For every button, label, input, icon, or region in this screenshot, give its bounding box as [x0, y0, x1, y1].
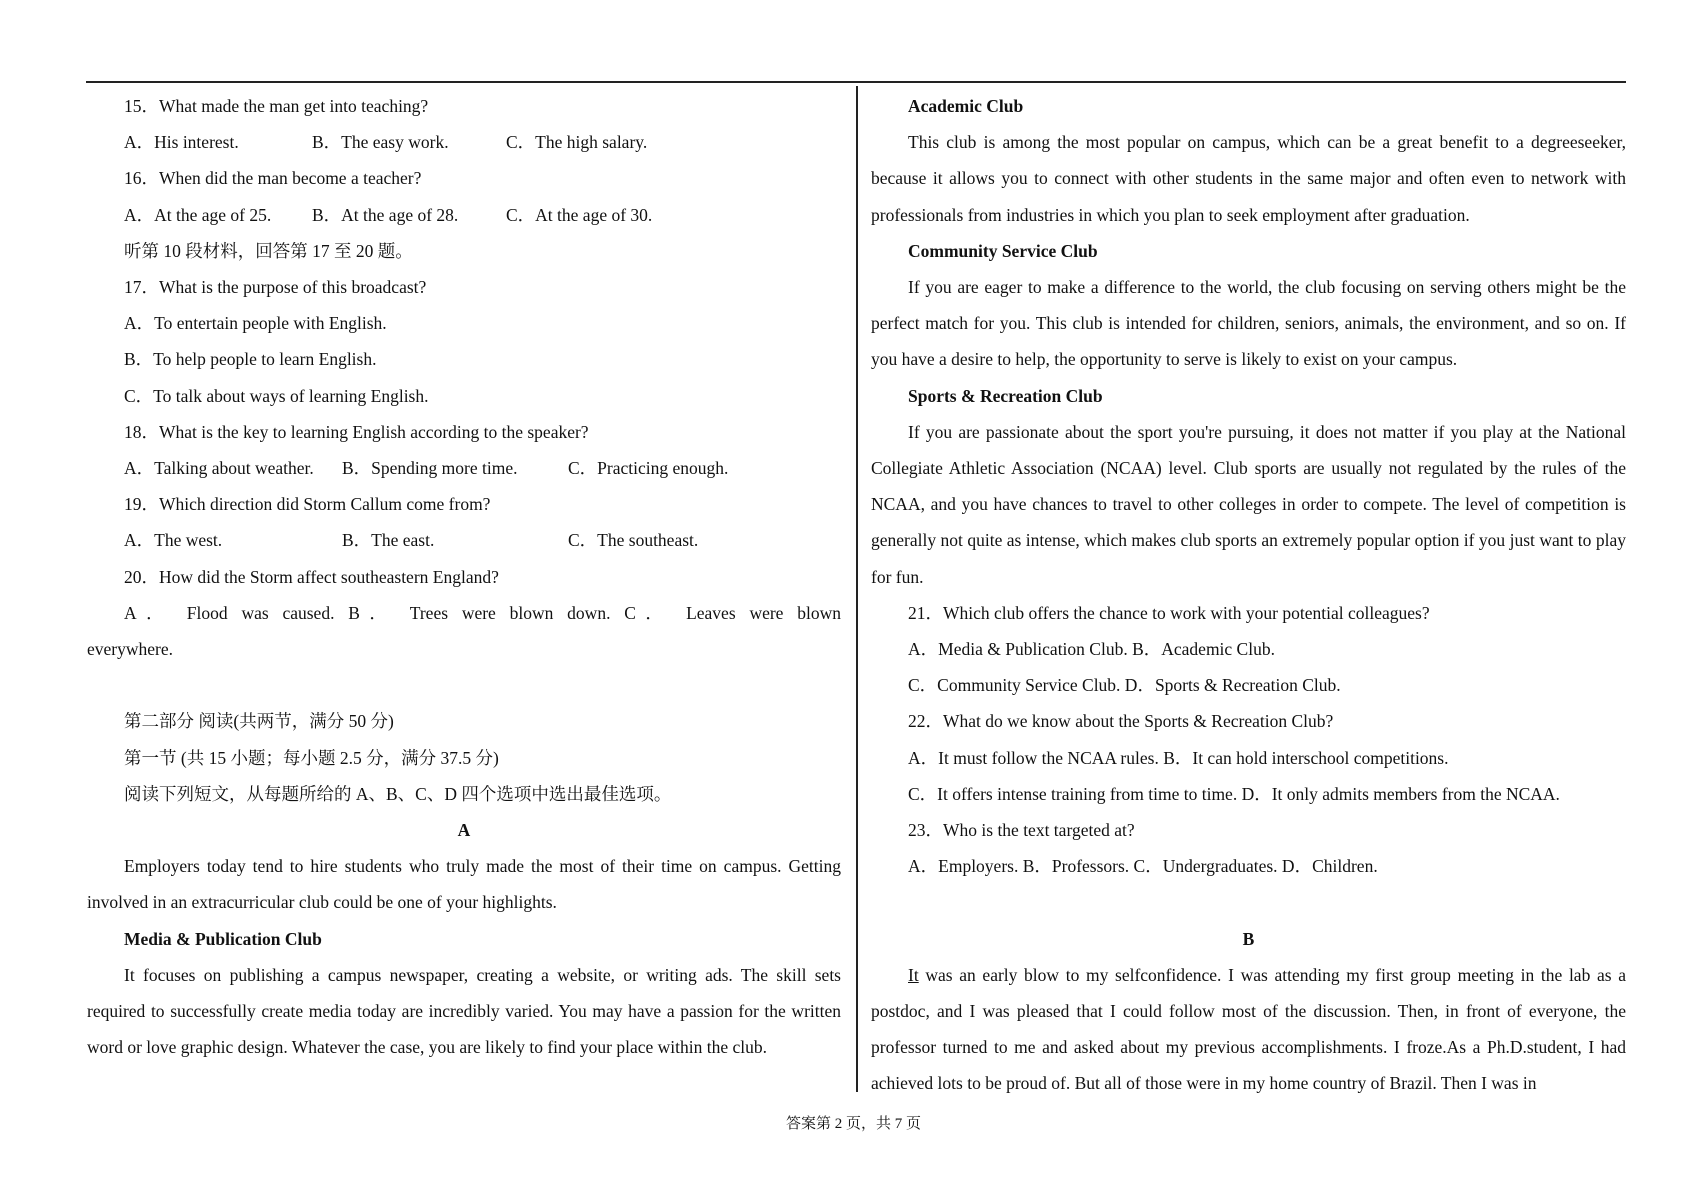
question-22-options-ab: A．It must follow the NCAA rules. B．It can hold interschool competitions.: [908, 747, 1449, 768]
passage-a-intro: Employers today tend to hire students who truly made the most of their time on campus. Getting involved in an extracurricular club could be one of your highlights.: [87, 856, 841, 913]
question-19: 19．Which direction did Storm Callum come from?: [124, 494, 491, 515]
academic-club-title: Academic Club: [908, 96, 1024, 116]
question-21-options-cd: C．Community Service Club. D．Sports & Recreation Club.: [908, 675, 1341, 696]
part-two-heading: 第二部分 阅读(共两节，满分 50 分): [124, 711, 394, 732]
option-b: B．At the age of 28.: [312, 204, 459, 225]
question-21: 21．Which club offers the chance to work with your potential colleagues?: [908, 602, 1430, 623]
question-15: 15．What made the man get into teaching?: [124, 96, 429, 116]
page-footer: 答案第 2 页，共 7 页: [785, 1116, 921, 1132]
question-16-options: [87, 197, 841, 233]
option-a: A．His interest.: [124, 132, 239, 153]
passage-b-first-word: It: [908, 964, 919, 985]
question-18-options: [87, 450, 841, 486]
question-19-options: [87, 522, 841, 558]
right-column: [871, 88, 1626, 1102]
media-club-title: Media & Publication Club: [124, 928, 322, 949]
passage-a-title: A: [457, 820, 471, 841]
option-a: A．Talking about weather.: [124, 458, 314, 479]
question-18: 18．What is the key to learning English according to the speaker?: [124, 421, 589, 442]
spacer: [87, 667, 841, 703]
community-club-title: Community Service Club: [908, 240, 1098, 261]
column-divider: [856, 86, 858, 1092]
passage-b-text: [871, 957, 1626, 1102]
question-15-options: [87, 124, 841, 160]
sports-club-title: Sports & Recreation Club: [908, 385, 1103, 406]
option-a: A．At the age of 25.: [124, 204, 272, 225]
option-a: A．The west.: [124, 530, 223, 551]
question-22: 22．What do we know about the Sports & Recreation Club?: [908, 711, 1334, 732]
question-17-option-a: A．To entertain people with English.: [124, 313, 387, 334]
question-20-options-line2: everywhere.: [87, 639, 173, 660]
left-column: [87, 88, 841, 1065]
reading-instruction: 阅读下列短文，从每题所给的 A、B、C、D 四个选项中选出最佳选项。: [124, 783, 672, 804]
question-17: 17．What is the purpose of this broadcast?: [124, 277, 427, 298]
header-rule: [86, 81, 1626, 83]
spacer: [871, 884, 1626, 920]
question-23: 23．Who is the text targeted at?: [908, 820, 1135, 841]
community-club-text: If you are eager to make a difference to the world, the club focusing on serving others might be the perfect match for you. This club is intended for children, seniors, animals, the environment, and so on. If you have a desire to help, the opportunity to serve is likely to exist on your campus.: [871, 277, 1626, 370]
sports-club-text: If you are passionate about the sport you're pursuing, it does not matter if you play at the National Collegiate Athletic Association (NCAA) level. Club sports are usually not regulated by the rules of the NCAA, and you have chances to travel to other colleges in order to compete. The level of competition is generally not quite as intense, which makes club sports an extremely popular option if you just want to play for fun.: [871, 421, 1626, 587]
option-b: B．The east.: [342, 530, 435, 551]
question-20: 20．How did the Storm affect southeastern England?: [124, 566, 499, 587]
option-c: C．Practicing enough.: [568, 458, 729, 479]
listening-instruction: 听第 10 段材料，回答第 17 至 20 题。: [124, 240, 413, 261]
question-17-option-b: B．To help people to learn English.: [124, 349, 377, 370]
academic-club-text: This club is among the most popular on campus, which can be a great benefit to a degreeseeker, because it allows you to connect with other students in the same major and often even to network with professionals from industries in which you plan to seek employment after graduation.: [871, 132, 1626, 225]
section-one-heading: 第一节 (共 15 小题；每小题 2.5 分，满分 37.5 分): [124, 747, 499, 768]
media-club-text: It focuses on publishing a campus newspaper, creating a website, or writing ads. The skill sets required to successfully create media today are incredibly varied. You may have a passion for the written word or love graphic design. Whatever the case, you are likely to find your place within the club.: [87, 964, 841, 1058]
question-23-options: A．Employers. B．Professors. C．Undergraduates. D．Children.: [908, 856, 1378, 877]
passage-b-body: was an early blow to my selfconfidence. I was attending my first group meeting in the lab as a postdoc, and I was pleased that I could follow most of the discussion. Then, in front of everyone, the professor turned to me and asked about my previous accomplishments. I froze.As a Ph.D.student, I had achieved lots to be proud of. But all of those were in my home country of Brazil. Then I was in: [871, 964, 1626, 1094]
passage-b-title: B: [1242, 928, 1255, 949]
question-16: 16．When did the man become a teacher?: [124, 168, 422, 189]
question-21-options-ab: A．Media & Publication Club. B．Academic Club.: [908, 639, 1275, 660]
question-20-options-line1: A． Flood was caused. B． Trees were blown down. C． Leaves were blown: [124, 602, 841, 623]
option-b: B．Spending more time.: [342, 458, 518, 479]
option-c: C．The high salary.: [506, 132, 648, 153]
option-b: B．The easy work.: [312, 132, 449, 153]
question-17-option-c: C．To talk about ways of learning English.: [124, 385, 429, 406]
option-c: C．At the age of 30.: [506, 204, 653, 225]
option-c: C．The southeast.: [568, 530, 699, 551]
question-22-options-cd: C．It offers intense training from time to time. D．It only admits members from the NCAA.: [908, 783, 1560, 804]
